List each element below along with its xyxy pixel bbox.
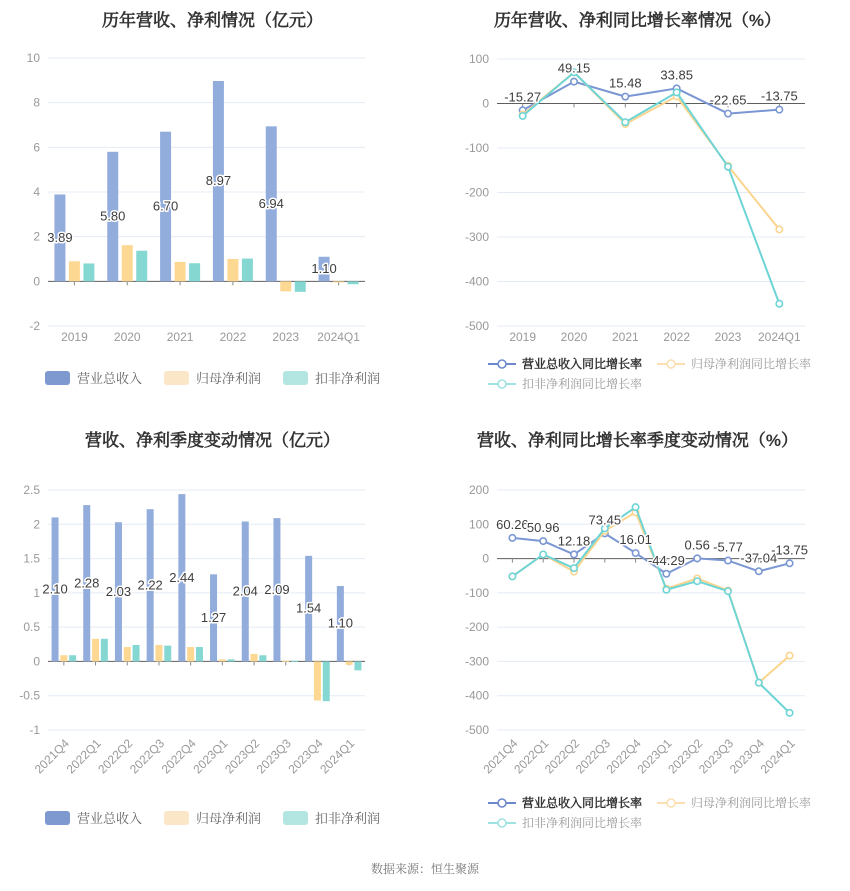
bar[interactable] [282,661,289,662]
value-labels [504,61,798,108]
bar[interactable] [242,259,253,282]
svg-text:2023Q1: 2023Q1 [634,736,675,777]
svg-text:6.70: 6.70 [152,198,179,214]
legend-label: 扣非净利润同比增长率 [522,377,643,391]
svg-text:-5.77: -5.77 [713,539,743,555]
svg-text:-400: -400 [464,688,489,703]
chart-title: 营收、净利季度变动情况（亿元） [85,431,340,450]
quarterly-revenue-profit-bar-chart[interactable] [0,450,425,805]
data-point[interactable] [694,578,700,584]
bar[interactable] [83,263,94,281]
legend-item-0[interactable] [45,368,142,387]
legend-label: 营业总收入 [76,371,142,386]
chart-legend [0,808,425,827]
data-point[interactable] [663,587,669,593]
svg-text:0.56: 0.56 [684,537,710,553]
bar[interactable] [133,645,140,661]
bar[interactable] [155,645,162,661]
legend-label: 归母净利润 [195,811,261,826]
svg-text:49.15: 49.15 [557,60,591,76]
svg-text:2022Q4: 2022Q4 [603,736,644,777]
bar[interactable] [101,639,108,662]
svg-text:2.22: 2.22 [137,577,163,593]
chart-legend [487,794,839,831]
bar-legend-swatch-icon [45,811,70,825]
legend-item-1[interactable] [164,808,261,827]
legend-item-2[interactable] [487,375,642,392]
svg-text:-200: -200 [464,620,489,635]
chart-card-quarterly-amounts [0,420,425,860]
y-axis-labels [19,483,40,737]
bar[interactable] [323,661,330,701]
chart-title: 营收、净利同比增长率季度变动情况（%） [476,431,799,450]
bar[interactable] [187,647,194,661]
svg-text:73.45: 73.45 [588,512,622,528]
svg-text:-200: -200 [464,185,489,200]
svg-text:0.5: 0.5 [23,620,40,635]
svg-text:2.10: 2.10 [42,581,68,597]
svg-text:1.10: 1.10 [327,615,354,631]
bar[interactable] [295,281,306,291]
legend-item-2[interactable] [283,808,380,827]
bar-series-0 [54,81,329,281]
data-point[interactable] [509,535,515,541]
svg-text:-100: -100 [464,141,489,155]
line-legend-icon [487,817,517,829]
zero-axis [48,281,365,285]
legend-label: 归母净利润 [195,371,261,386]
svg-text:2023Q2: 2023Q2 [222,736,263,777]
svg-text:16.01: 16.01 [619,532,652,548]
svg-text:2021Q4: 2021Q4 [31,736,72,777]
bar[interactable] [354,661,361,670]
svg-text:0: 0 [482,96,489,111]
legend-label: 归母净利润同比增长率 [691,357,812,371]
svg-text:2021: 2021 [611,330,639,344]
chart-title: 历年营收、净利情况（亿元） [102,11,323,30]
bar-legend-swatch-icon [283,811,308,825]
svg-text:2.03: 2.03 [105,583,132,599]
x-axis-labels [509,330,801,344]
y-axis-labels [27,51,41,333]
data-point[interactable] [571,551,577,557]
svg-text:-400: -400 [464,274,489,289]
data-point[interactable] [786,560,792,566]
svg-text:60.26: 60.26 [496,516,529,532]
legend-label: 营业总收入 [76,811,142,826]
data-point[interactable] [540,538,546,544]
svg-text:2019: 2019 [61,330,88,344]
svg-text:0: 0 [33,274,40,289]
svg-text:1: 1 [33,585,40,600]
bar-legend-swatch-icon [283,371,308,385]
svg-text:2024Q1: 2024Q1 [757,736,798,777]
bar-legend-swatch-icon [45,371,70,385]
bar[interactable] [175,262,186,281]
data-point[interactable] [756,568,762,574]
svg-text:2023Q4: 2023Q4 [726,736,767,777]
svg-text:2019: 2019 [509,330,537,344]
data-point[interactable] [725,557,731,563]
svg-text:2: 2 [33,517,40,532]
legend-label: 营业总收入同比增长率 [522,796,643,810]
bar[interactable] [92,639,99,662]
bar[interactable] [227,259,238,281]
chart-card-annual-amounts [0,0,425,420]
svg-text:-44.29: -44.29 [647,552,685,568]
svg-text:100: 100 [468,517,489,532]
bar[interactable] [280,281,291,291]
x-axis-labels [61,330,360,344]
data-point[interactable] [776,226,782,232]
svg-text:2023Q4: 2023Q4 [285,736,326,777]
data-point[interactable] [756,679,762,685]
svg-text:2.09: 2.09 [264,581,290,597]
legend-label: 扣非净利润同比增长率 [522,816,643,830]
svg-text:-1: -1 [29,723,40,737]
legend-label: 归母净利润同比增长率 [691,796,812,810]
line-legend-icon [487,378,517,390]
svg-text:1.27: 1.27 [200,609,227,625]
svg-text:-0.5: -0.5 [19,688,40,703]
chart-legend [487,355,839,392]
bar[interactable] [314,661,321,700]
bar[interactable] [122,245,133,281]
bar[interactable] [189,263,200,281]
legend-label: 扣非净利润 [315,811,381,826]
bar[interactable] [259,655,266,661]
data-point[interactable] [519,113,525,119]
svg-text:2.5: 2.5 [23,483,40,497]
svg-text:5.80: 5.80 [100,208,126,224]
data-point[interactable] [632,504,638,510]
svg-text:-15.27: -15.27 [504,89,542,105]
line-legend-icon [656,358,686,370]
svg-text:-500: -500 [464,319,489,333]
bar[interactable] [333,281,344,282]
svg-text:-300: -300 [464,654,489,669]
data-point[interactable] [540,551,546,557]
svg-text:-2: -2 [29,319,40,333]
bar[interactable] [69,655,76,661]
svg-text:2023Q2: 2023Q2 [665,736,706,777]
svg-text:2021: 2021 [166,330,194,344]
svg-text:2: 2 [33,229,40,244]
data-point[interactable] [622,119,628,125]
x-axis-labels [32,736,358,776]
svg-text:2023Q1: 2023Q1 [190,736,231,777]
data-point[interactable] [571,78,577,84]
bar[interactable] [69,261,80,281]
bar[interactable] [219,659,226,661]
legend-item-0[interactable] [45,808,142,827]
legend-item-1[interactable] [656,355,811,372]
svg-text:2.04: 2.04 [232,583,258,599]
legend-item-0[interactable] [487,794,642,811]
svg-text:0: 0 [482,551,489,566]
chart-legend [0,368,425,387]
svg-text:2024Q1: 2024Q1 [317,330,360,344]
svg-text:-37.04: -37.04 [740,550,778,566]
svg-text:2024Q1: 2024Q1 [317,736,358,777]
svg-text:6: 6 [33,140,40,155]
svg-text:2022: 2022 [663,330,691,344]
data-point[interactable] [622,93,628,99]
legend-item-1[interactable] [656,794,811,811]
svg-text:1.5: 1.5 [23,551,40,566]
svg-text:2021Q4: 2021Q4 [480,736,521,777]
legend-label: 营业总收入同比增长率 [522,357,643,371]
line-legend-icon [487,358,517,370]
bar[interactable] [136,251,147,282]
bar-legend-swatch-icon [164,811,189,825]
data-point[interactable] [725,110,731,116]
chart-card-quarterly-growth [425,420,850,860]
svg-text:100: 100 [468,52,489,66]
annual-growth-rate-line-chart[interactable] [425,30,850,360]
legend-item-2[interactable] [283,368,380,387]
value-labels [47,173,336,276]
svg-text:-13.75: -13.75 [771,542,809,558]
line-legend-icon [656,797,686,809]
svg-text:8.97: 8.97 [205,173,232,189]
data-source-note: 数据来源：恒生聚源 [370,862,479,876]
svg-text:0: 0 [33,654,40,669]
data-point[interactable] [509,573,515,579]
svg-text:2022Q1: 2022Q1 [63,736,104,777]
data-point[interactable] [776,106,782,112]
svg-text:2022Q1: 2022Q1 [511,736,552,777]
y-axis-labels [465,52,489,333]
annual-revenue-profit-bar-chart[interactable] [0,30,425,360]
data-point[interactable] [786,652,792,658]
svg-text:-13.75: -13.75 [760,88,798,104]
data-point[interactable] [786,710,792,716]
svg-text:2023Q3: 2023Q3 [253,736,294,777]
bar[interactable] [60,655,67,661]
data-point[interactable] [673,89,679,95]
gridlines [48,58,365,326]
svg-text:6.94: 6.94 [258,195,284,211]
svg-text:2023Q3: 2023Q3 [696,736,737,777]
svg-text:-300: -300 [464,230,489,244]
svg-text:1.10: 1.10 [311,261,337,277]
svg-text:10: 10 [26,51,40,65]
svg-text:2020: 2020 [560,330,588,344]
line-legend-icon [487,797,517,809]
svg-text:-500: -500 [464,723,489,737]
data-point[interactable] [663,571,669,577]
svg-text:2.28: 2.28 [74,575,100,591]
svg-text:2020: 2020 [113,330,141,344]
legend-item-2[interactable] [487,814,642,831]
bar[interactable] [196,647,203,661]
legend-item-0[interactable] [487,355,642,372]
svg-text:-100: -100 [464,585,489,600]
data-point[interactable] [694,555,700,561]
bar[interactable] [228,659,235,661]
svg-text:2024Q1: 2024Q1 [757,330,801,344]
svg-text:33.85: 33.85 [660,67,693,83]
y-axis-labels [465,483,489,737]
svg-text:8: 8 [33,95,40,110]
data-point[interactable] [725,163,731,169]
svg-text:1.54: 1.54 [295,600,322,616]
svg-text:200: 200 [468,483,489,497]
bar-legend-swatch-icon [164,371,189,385]
data-point[interactable] [776,301,782,307]
legend-label: 扣非净利润 [315,371,381,386]
svg-text:2022Q2: 2022Q2 [95,736,136,777]
svg-text:2022Q4: 2022Q4 [158,736,199,777]
svg-text:4: 4 [33,185,40,199]
svg-text:3.89: 3.89 [47,229,73,245]
bar[interactable] [291,661,298,662]
svg-text:50.96: 50.96 [526,520,560,536]
svg-text:2022Q3: 2022Q3 [572,736,613,777]
bar[interactable] [164,646,171,662]
svg-text:2023: 2023 [714,330,742,344]
svg-text:2022: 2022 [219,330,247,344]
svg-text:2022Q2: 2022Q2 [542,736,583,777]
legend-item-1[interactable] [164,368,261,387]
svg-text:2.44: 2.44 [169,569,195,585]
bar[interactable] [348,281,359,284]
svg-text:2023: 2023 [272,330,300,344]
bar[interactable] [346,661,353,664]
data-point[interactable] [632,550,638,556]
chart-card-annual-growth [425,0,850,420]
chart-title: 历年营收、净利同比增长率情况（%） [493,11,782,30]
data-point[interactable] [725,588,731,594]
svg-text:15.48: 15.48 [609,75,642,91]
svg-text:12.18: 12.18 [557,533,591,549]
svg-text:-22.65: -22.65 [709,92,747,108]
bar[interactable] [251,654,258,662]
bar[interactable] [124,647,131,661]
x-axis-labels [480,736,798,776]
quarterly-growth-rate-line-chart[interactable] [425,450,850,805]
svg-text:2022Q3: 2022Q3 [126,736,168,777]
data-point[interactable] [571,565,577,571]
